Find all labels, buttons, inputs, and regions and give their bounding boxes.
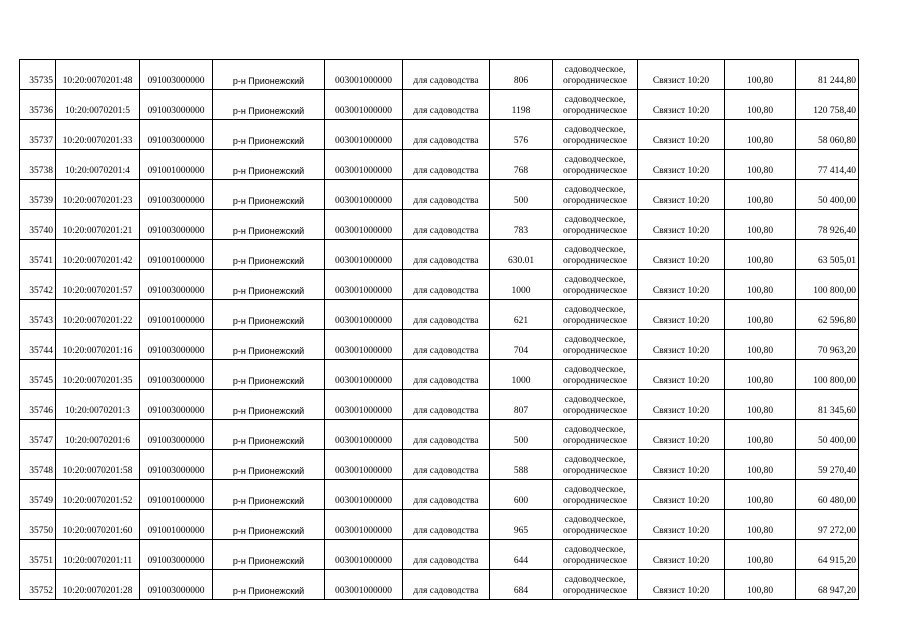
category-line-2: огородническое [562,556,628,566]
cadastral-value-cell: 59 270,40 [796,450,859,480]
category-line-1: садоводческое, [564,425,626,435]
rate-cell: 100,80 [725,570,796,600]
valuation-zone-cell: Связист 10:20 [638,120,725,150]
cadastral-value-cell: 63 505,01 [796,240,859,270]
rate-cell: 100,80 [725,60,796,90]
category-cell [553,270,638,300]
category-line-1: садоводческое, [564,455,626,465]
table-row [20,570,859,600]
oktmo-code-cell: 003001000000 [325,330,403,360]
permitted-use-cell: для садоводства [403,210,490,240]
rate-cell: 100,80 [725,360,796,390]
oktmo-code-cell: 003001000000 [325,150,403,180]
permitted-use-cell: для садоводства [403,150,490,180]
row-number-cell: 35735 [20,60,56,90]
table-row [20,510,859,540]
district-cell: р-н Прионежский [213,450,325,480]
category-line-1: садоводческое, [564,485,626,495]
district-cell: р-н Прионежский [213,510,325,540]
district-cell: р-н Прионежский [213,570,325,600]
category-cell [553,180,638,210]
cadastral-number-cell: 10:20:0070201:16 [56,330,140,360]
okato-code-cell: 091003000000 [140,180,213,210]
category-line-1: садоводческое, [564,245,626,255]
table-row [20,270,859,300]
area-cell: 630.01 [490,240,553,270]
cadastral-value-cell: 70 963,20 [796,330,859,360]
valuation-zone-cell: Связист 10:20 [638,510,725,540]
area-cell: 768 [490,150,553,180]
permitted-use-cell: для садоводства [403,330,490,360]
okato-code-cell: 091001000000 [140,510,213,540]
category-line-1: садоводческое, [564,395,626,405]
cadastral-value-cell: 81 244,80 [796,60,859,90]
valuation-zone-cell: Связист 10:20 [638,390,725,420]
category-cell [553,150,638,180]
category-cell [553,120,638,150]
row-number-cell: 35736 [20,90,56,120]
cadastral-number-cell: 10:20:0070201:4 [56,150,140,180]
valuation-zone-cell: Связист 10:20 [638,330,725,360]
cadastral-value-cell: 78 926,40 [796,210,859,240]
oktmo-code-cell: 003001000000 [325,420,403,450]
category-line-2: огородническое [562,406,628,416]
area-cell: 1000 [490,360,553,390]
cadastral-value-cell: 100 800,00 [796,270,859,300]
cadastral-number-cell: 10:20:0070201:42 [56,240,140,270]
permitted-use-cell: для садоводства [403,60,490,90]
category-line-1: садоводческое, [564,185,626,195]
area-cell: 704 [490,330,553,360]
district-cell: р-н Прионежский [213,180,325,210]
category-cell [553,570,638,600]
cadastral-value-cell: 62 596,80 [796,300,859,330]
cadastral-value-cell: 50 400,00 [796,420,859,450]
valuation-zone-cell: Связист 10:20 [638,270,725,300]
valuation-zone-cell: Связист 10:20 [638,570,725,600]
cadastral-number-cell: 10:20:0070201:23 [56,180,140,210]
category-line-1: садоводческое, [564,335,626,345]
valuation-zone-cell: Связист 10:20 [638,360,725,390]
rate-cell: 100,80 [725,180,796,210]
oktmo-code-cell: 003001000000 [325,450,403,480]
rate-cell: 100,80 [725,330,796,360]
category-line-2: огородническое [562,76,628,86]
okato-code-cell: 091003000000 [140,270,213,300]
category-line-2: огородническое [562,496,628,506]
cadastral-number-cell: 10:20:0070201:5 [56,90,140,120]
category-cell [553,330,638,360]
table-row [20,330,859,360]
category-line-2: огородническое [562,526,628,536]
category-line-1: садоводческое, [564,125,626,135]
okato-code-cell: 091001000000 [140,240,213,270]
row-number-cell: 35737 [20,120,56,150]
oktmo-code-cell: 003001000000 [325,360,403,390]
oktmo-code-cell: 003001000000 [325,510,403,540]
rate-cell: 100,80 [725,540,796,570]
rate-cell: 100,80 [725,210,796,240]
area-cell: 965 [490,510,553,540]
row-number-cell: 35750 [20,510,56,540]
category-cell [553,240,638,270]
okato-code-cell: 091003000000 [140,210,213,240]
oktmo-code-cell: 003001000000 [325,390,403,420]
district-cell: р-н Прионежский [213,150,325,180]
table-row [20,240,859,270]
oktmo-code-cell: 003001000000 [325,240,403,270]
district-cell: р-н Прионежский [213,330,325,360]
valuation-zone-cell: Связист 10:20 [638,150,725,180]
table-row [20,300,859,330]
cadastral-number-cell: 10:20:0070201:22 [56,300,140,330]
area-cell: 806 [490,60,553,90]
category-cell [553,300,638,330]
cadastral-value-cell: 77 414,40 [796,150,859,180]
row-number-cell: 35740 [20,210,56,240]
table-row [20,360,859,390]
category-line-2: огородническое [562,316,628,326]
table-row [20,480,859,510]
category-line-2: огородническое [562,256,628,266]
district-cell: р-н Прионежский [213,540,325,570]
district-cell: р-н Прионежский [213,360,325,390]
rate-cell: 100,80 [725,420,796,450]
area-cell: 644 [490,540,553,570]
table-row [20,390,859,420]
oktmo-code-cell: 003001000000 [325,540,403,570]
cadastral-number-cell: 10:20:0070201:48 [56,60,140,90]
district-cell: р-н Прионежский [213,120,325,150]
cadastral-number-cell: 10:20:0070201:58 [56,450,140,480]
row-number-cell: 35751 [20,540,56,570]
row-number-cell: 35738 [20,150,56,180]
area-cell: 600 [490,480,553,510]
oktmo-code-cell: 003001000000 [325,180,403,210]
permitted-use-cell: для садоводства [403,270,490,300]
category-line-2: огородническое [562,226,628,236]
oktmo-code-cell: 003001000000 [325,570,403,600]
okato-code-cell: 091003000000 [140,450,213,480]
cadastral-value-cell: 97 272,00 [796,510,859,540]
category-line-2: огородническое [562,136,628,146]
okato-code-cell: 091003000000 [140,570,213,600]
category-cell [553,450,638,480]
category-line-1: садоводческое, [564,545,626,555]
category-line-1: садоводческое, [564,575,626,585]
cadastral-value-cell: 81 345,60 [796,390,859,420]
cadastral-number-cell: 10:20:0070201:57 [56,270,140,300]
valuation-zone-cell: Связист 10:20 [638,210,725,240]
category-cell [553,360,638,390]
table-row [20,180,859,210]
area-cell: 807 [490,390,553,420]
land-registry-table [19,59,859,600]
area-cell: 1198 [490,90,553,120]
oktmo-code-cell: 003001000000 [325,90,403,120]
oktmo-code-cell: 003001000000 [325,60,403,90]
table-row [20,420,859,450]
valuation-zone-cell: Связист 10:20 [638,420,725,450]
category-line-1: садоводческое, [564,365,626,375]
permitted-use-cell: для садоводства [403,450,490,480]
district-cell: р-н Прионежский [213,210,325,240]
category-line-2: огородническое [562,106,628,116]
district-cell: р-н Прионежский [213,480,325,510]
table-row [20,120,859,150]
permitted-use-cell: для садоводства [403,90,490,120]
category-line-1: садоводческое, [564,275,626,285]
permitted-use-cell: для садоводства [403,570,490,600]
row-number-cell: 35743 [20,300,56,330]
cadastral-number-cell: 10:20:0070201:6 [56,420,140,450]
permitted-use-cell: для садоводства [403,420,490,450]
district-cell: р-н Прионежский [213,90,325,120]
row-number-cell: 35748 [20,450,56,480]
category-line-1: садоводческое, [564,305,626,315]
category-line-1: садоводческое, [564,95,626,105]
category-cell [553,540,638,570]
cadastral-value-cell: 100 800,00 [796,360,859,390]
area-cell: 1000 [490,270,553,300]
cadastral-number-cell: 10:20:0070201:21 [56,210,140,240]
table-row [20,450,859,480]
table-row [20,150,859,180]
valuation-zone-cell: Связист 10:20 [638,450,725,480]
category-cell [553,510,638,540]
permitted-use-cell: для садоводства [403,510,490,540]
cadastral-value-cell: 68 947,20 [796,570,859,600]
area-cell: 783 [490,210,553,240]
category-line-2: огородническое [562,376,628,386]
category-line-1: садоводческое, [564,215,626,225]
category-line-2: огородническое [562,166,628,176]
oktmo-code-cell: 003001000000 [325,300,403,330]
rate-cell: 100,80 [725,480,796,510]
table-body [20,60,859,600]
area-cell: 684 [490,570,553,600]
valuation-zone-cell: Связист 10:20 [638,240,725,270]
oktmo-code-cell: 003001000000 [325,120,403,150]
valuation-zone-cell: Связист 10:20 [638,90,725,120]
permitted-use-cell: для садоводства [403,300,490,330]
oktmo-code-cell: 003001000000 [325,270,403,300]
row-number-cell: 35749 [20,480,56,510]
okato-code-cell: 091003000000 [140,540,213,570]
oktmo-code-cell: 003001000000 [325,480,403,510]
valuation-zone-cell: Связист 10:20 [638,60,725,90]
cadastral-value-cell: 120 758,40 [796,90,859,120]
category-line-2: огородническое [562,196,628,206]
row-number-cell: 35741 [20,240,56,270]
district-cell: р-н Прионежский [213,300,325,330]
row-number-cell: 35746 [20,390,56,420]
cadastral-value-cell: 58 060,80 [796,120,859,150]
cadastral-number-cell: 10:20:0070201:52 [56,480,140,510]
rate-cell: 100,80 [725,120,796,150]
category-line-2: огородническое [562,466,628,476]
rate-cell: 100,80 [725,510,796,540]
table-row [20,90,859,120]
cadastral-number-cell: 10:20:0070201:35 [56,360,140,390]
okato-code-cell: 091001000000 [140,480,213,510]
table-row [20,210,859,240]
category-line-1: садоводческое, [564,515,626,525]
rate-cell: 100,80 [725,300,796,330]
valuation-zone-cell: Связист 10:20 [638,540,725,570]
valuation-zone-cell: Связист 10:20 [638,180,725,210]
permitted-use-cell: для садоводства [403,390,490,420]
rate-cell: 100,80 [725,450,796,480]
valuation-zone-cell: Связист 10:20 [638,300,725,330]
cadastral-value-cell: 64 915,20 [796,540,859,570]
row-number-cell: 35747 [20,420,56,450]
district-cell: р-н Прионежский [213,390,325,420]
district-cell: р-н Прионежский [213,270,325,300]
category-line-2: огородническое [562,286,628,296]
okato-code-cell: 091003000000 [140,420,213,450]
okato-code-cell: 091003000000 [140,390,213,420]
row-number-cell: 35739 [20,180,56,210]
cadastral-number-cell: 10:20:0070201:28 [56,570,140,600]
area-cell: 588 [490,450,553,480]
area-cell: 500 [490,180,553,210]
category-line-1: садоводческое, [564,65,626,75]
row-number-cell: 35742 [20,270,56,300]
category-cell [553,90,638,120]
category-cell [553,60,638,90]
oktmo-code-cell: 003001000000 [325,210,403,240]
table-row [20,540,859,570]
category-cell [553,210,638,240]
okato-code-cell: 091003000000 [140,360,213,390]
category-cell [553,480,638,510]
cadastral-number-cell: 10:20:0070201:33 [56,120,140,150]
okato-code-cell: 091003000000 [140,120,213,150]
rate-cell: 100,80 [725,270,796,300]
district-cell: р-н Прионежский [213,60,325,90]
cadastral-number-cell: 10:20:0070201:11 [56,540,140,570]
permitted-use-cell: для садоводства [403,480,490,510]
cadastral-number-cell: 10:20:0070201:3 [56,390,140,420]
area-cell: 500 [490,420,553,450]
table-row [20,60,859,90]
okato-code-cell: 091003000000 [140,60,213,90]
permitted-use-cell: для садоводства [403,240,490,270]
rate-cell: 100,80 [725,90,796,120]
rate-cell: 100,80 [725,240,796,270]
category-cell [553,390,638,420]
area-cell: 621 [490,300,553,330]
okato-code-cell: 091003000000 [140,330,213,360]
rate-cell: 100,80 [725,390,796,420]
area-cell: 576 [490,120,553,150]
okato-code-cell: 091001000000 [140,300,213,330]
cadastral-value-cell: 60 480,00 [796,480,859,510]
rate-cell: 100,80 [725,150,796,180]
category-line-1: садоводческое, [564,155,626,165]
permitted-use-cell: для садоводства [403,120,490,150]
cadastral-value-cell: 50 400,00 [796,180,859,210]
permitted-use-cell: для садоводства [403,540,490,570]
row-number-cell: 35752 [20,570,56,600]
permitted-use-cell: для садоводства [403,360,490,390]
okato-code-cell: 091001000000 [140,150,213,180]
valuation-zone-cell: Связист 10:20 [638,480,725,510]
category-line-2: огородническое [562,586,628,596]
category-line-2: огородническое [562,436,628,446]
category-line-2: огородническое [562,346,628,356]
permitted-use-cell: для садоводства [403,180,490,210]
okato-code-cell: 091003000000 [140,90,213,120]
cadastral-number-cell: 10:20:0070201:60 [56,510,140,540]
row-number-cell: 35745 [20,360,56,390]
district-cell: р-н Прионежский [213,240,325,270]
row-number-cell: 35744 [20,330,56,360]
document-page [19,59,858,600]
district-cell: р-н Прионежский [213,420,325,450]
category-cell [553,420,638,450]
